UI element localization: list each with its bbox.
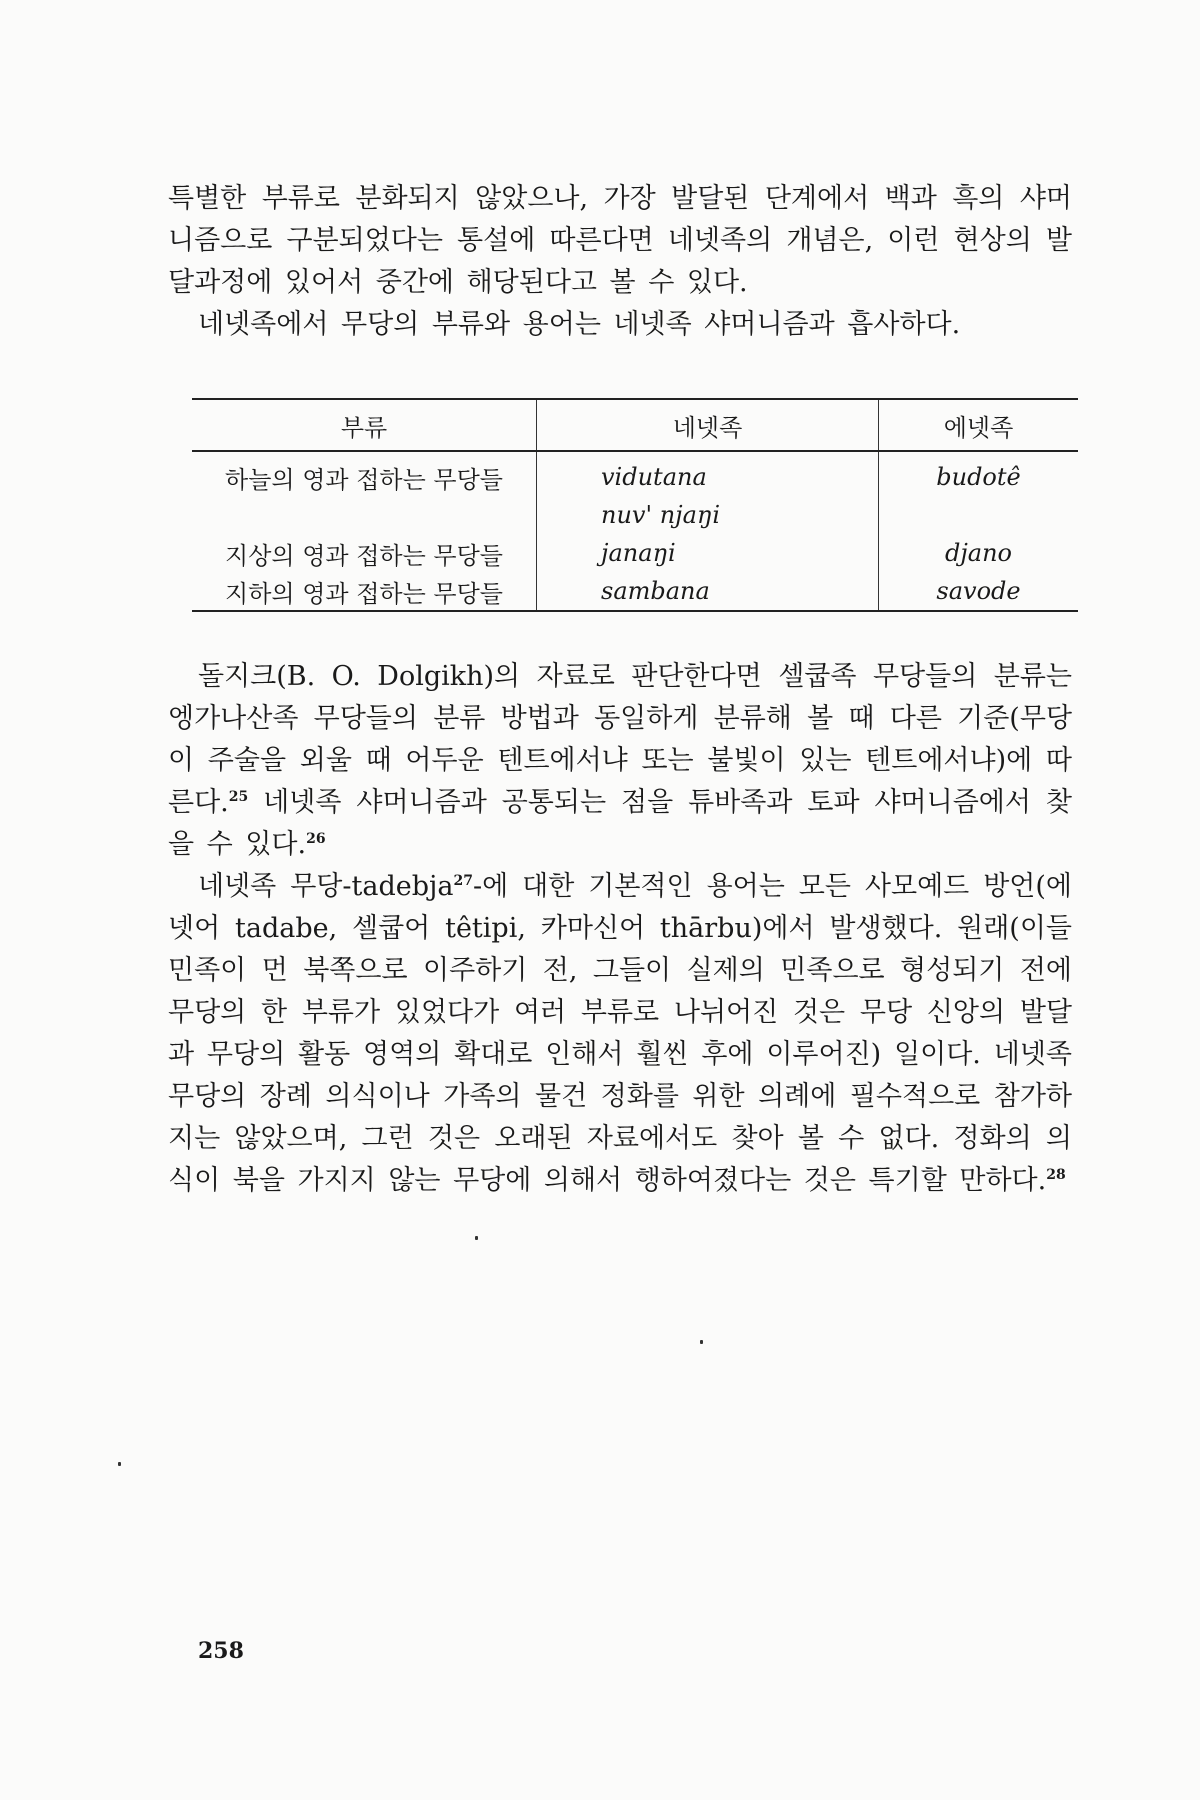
- paragraph-block-2: [168, 656, 1072, 1202]
- cell-category: [192, 496, 537, 534]
- print-speck: [118, 1462, 121, 1466]
- print-speck: [475, 1236, 478, 1240]
- header-category: 부류: [192, 399, 537, 451]
- print-speck: [700, 1340, 703, 1344]
- table-header-row: [192, 399, 1078, 451]
- cell-category: 지하의 영과 접하는 무당들: [192, 572, 537, 611]
- cell-nenets: nuv' njaŋi: [537, 496, 879, 534]
- paragraph-text: 네넷족 무당-tadebja: [198, 871, 454, 902]
- cell-enets: djano: [944, 539, 1013, 567]
- footnote-marker[interactable]: 27: [453, 873, 473, 889]
- footnote-marker[interactable]: 25: [228, 789, 249, 805]
- shaman-classification-table: [192, 398, 1078, 612]
- paragraph-text: 네넷족 샤머니즘과 공통되는 점을 튜바족과 토파 샤머니즘에서 찾을 수 있다.: [168, 787, 1072, 860]
- table-row: [192, 572, 1078, 611]
- paragraph-block-1: [168, 178, 1072, 346]
- table-row: [192, 496, 1078, 534]
- cell-category: 지상의 영과 접하는 무당들: [192, 534, 537, 572]
- paragraph-continuation: 특별한 부류로 분화되지 않았으나, 가장 발달된 단계에서 백과 흑의 샤머니즘으로 구분되었다는 통설에 따른다면 네넷족의 개념은, 이런 현상의 발달과정에 있어서 중간에 해당된다고 볼 수 있다.: [168, 183, 1072, 298]
- paragraph-dolgikh: [168, 656, 1072, 866]
- footnote-marker[interactable]: 26: [306, 831, 326, 847]
- paragraph-text: -에 대한 기본적인 용어는 모든 사모예드 방언(에넷어 tadabe, 셀쿱어 têtipi, 카마신어 thārbu)에서 발생했다. 원래(이들 민족이 먼 북쪽으로 이주하기 전, 그들이 실제의 민족으로 형성되기 전에 무당의 한 부류가 있었다가 여러 부류로 나뉘어진 것은 무당 신앙의 발달과 무당의 활동 영역의 확대로 인해서 훨씬 후에 이루어진) 일이다. 네넷족 무당의 장례 의식이나 가족의 물건 정화를 위한 의례에 필수적으로 참가하지는 않았으며, 그런 것은 오래된 자료에서도 찾아 볼 수 없다. 정화의 의식이 북을 가지지 않는 무당에 의해서 행하여졌다는 것은 특기할 만하다.: [168, 871, 1072, 1196]
- cell-enets: budotê: [936, 463, 1021, 491]
- cell-nenets: sambana: [537, 572, 879, 611]
- paragraph-intro-table: 네넷족에서 무당의 부류와 용어는 네넷족 샤머니즘과 흡사하다.: [198, 309, 961, 340]
- page-number: 258: [198, 1638, 244, 1664]
- table-row: [192, 534, 1078, 572]
- cell-nenets: janaŋi: [537, 534, 879, 572]
- cell-enets: [879, 496, 1079, 534]
- paragraph-tadebja: [168, 866, 1072, 1202]
- cell-category: 하늘의 영과 접하는 무당들: [192, 451, 537, 496]
- data-table: [192, 398, 1078, 612]
- cell-nenets: vidutana: [537, 451, 879, 496]
- table-row: [192, 451, 1078, 496]
- cell-enets: savode: [879, 572, 1079, 611]
- header-enets: 에넷족: [879, 399, 1079, 451]
- footnote-marker[interactable]: 28: [1046, 1167, 1066, 1183]
- paragraph-text: 돌지크(B. O. Dolgikh)의 자료로 판단한다면 셀쿱족 무당들의 분류는 엥가나산족 무당들의 분류 방법과 동일하게 분류해 볼 때 다른 기준(무당이 주술을 외울 때 어두운 텐트에서냐 또는 불빛이 있는 텐트에서냐)에 따른다.: [168, 661, 1072, 818]
- header-nenets: 네넷족: [537, 399, 879, 451]
